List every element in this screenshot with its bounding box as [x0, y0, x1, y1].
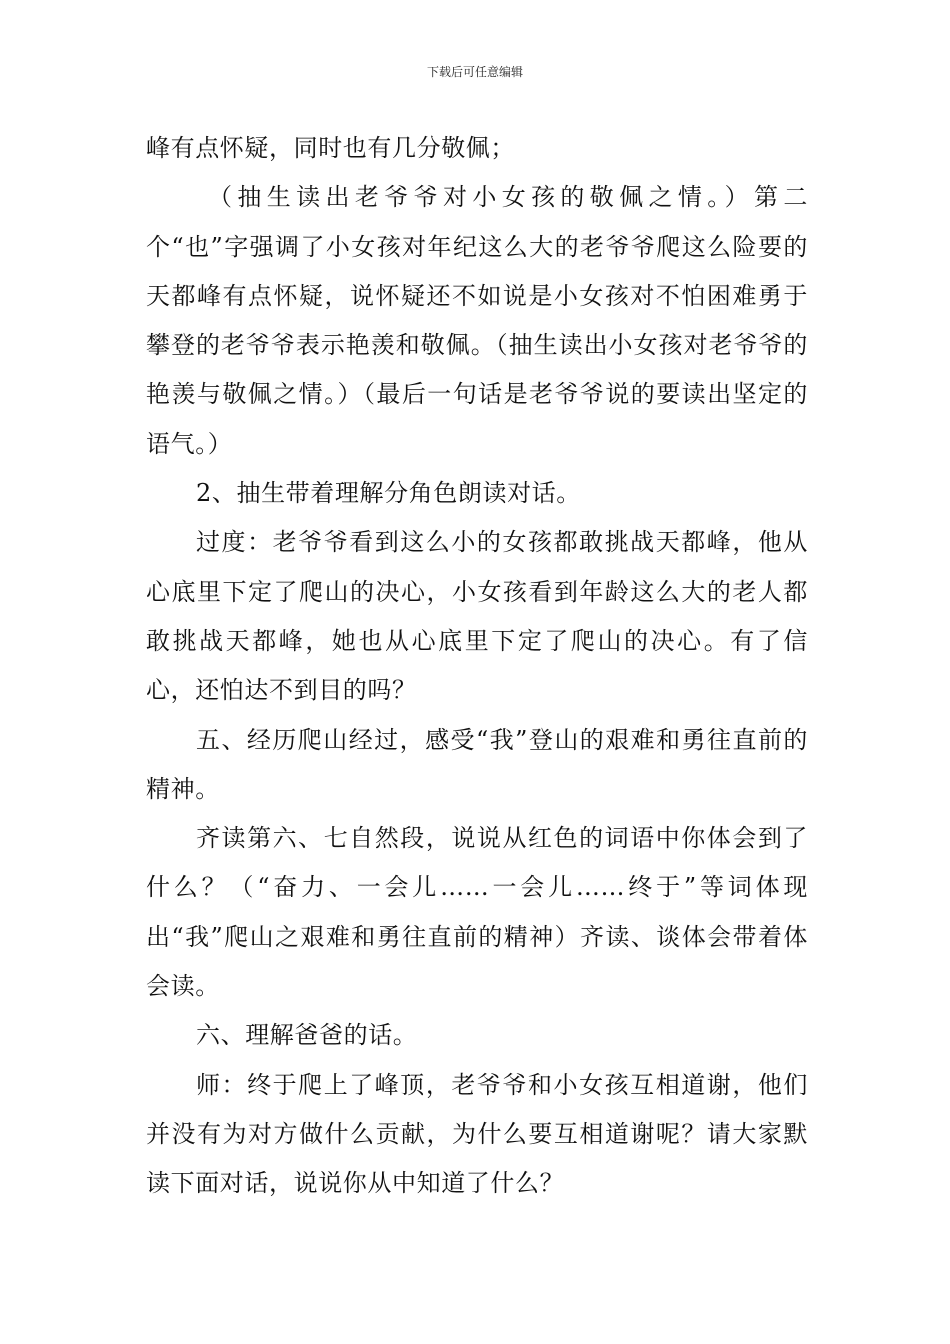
paragraph-6: 齐读第六、七自然段，说说从红色的词语中你体会到了什么？（“奋力、一会儿……一会儿……终于”等词体现出“我”爬山之艰难和勇往直前的精神）齐读、谈体会带着体会读。 — [146, 824, 808, 1001]
paragraph-5: 五、经历爬山经过，感受“我”登山的艰难和勇往直前的精神。 — [146, 725, 808, 803]
paragraph-2: （抽生读出老爷爷对小女孩的敬佩之情。）第二个“也”字强调了小女孩对年纪这么大的老爷爷爬这么险要的天都峰有点怀疑，说怀疑还不如说是小女孩对不怕困难勇于攀登的老爷爷表示艳羡和敬佩。（抽生读出小女孩对老爷爷的艳羡与敬佩之情。）（最后一句话是老爷爷说的要读出坚定的语气。） — [146, 183, 808, 458]
page-header: 下载后可任意编辑 — [426, 65, 523, 79]
paragraph-8: 师：终于爬上了峰顶，老爷爷和小女孩互相道谢，他们并没有为对方做什么贡献，为什么要互相道谢呢？请大家默读下面对话，说说你从中知道了什么？ — [146, 1070, 808, 1198]
paragraph-7: 六、理解爸爸的话。 — [196, 1021, 418, 1050]
paragraph-3: 2、抽生带着理解分角色朗读对话。 — [196, 479, 581, 508]
paragraph-1: 峰有点怀疑，同时也有几分敬佩； — [146, 134, 515, 162]
document-body — [146, 124, 808, 1209]
paragraph-4: 过度：老爷爷看到这么小的女孩都敢挑战天都峰，他从心底里下定了爬山的决心，小女孩看到年龄这么大的老人都敢挑战天都峰，她也从心底里下定了爬山的决心。有了信心，还怕达不到目的吗？ — [146, 528, 808, 705]
